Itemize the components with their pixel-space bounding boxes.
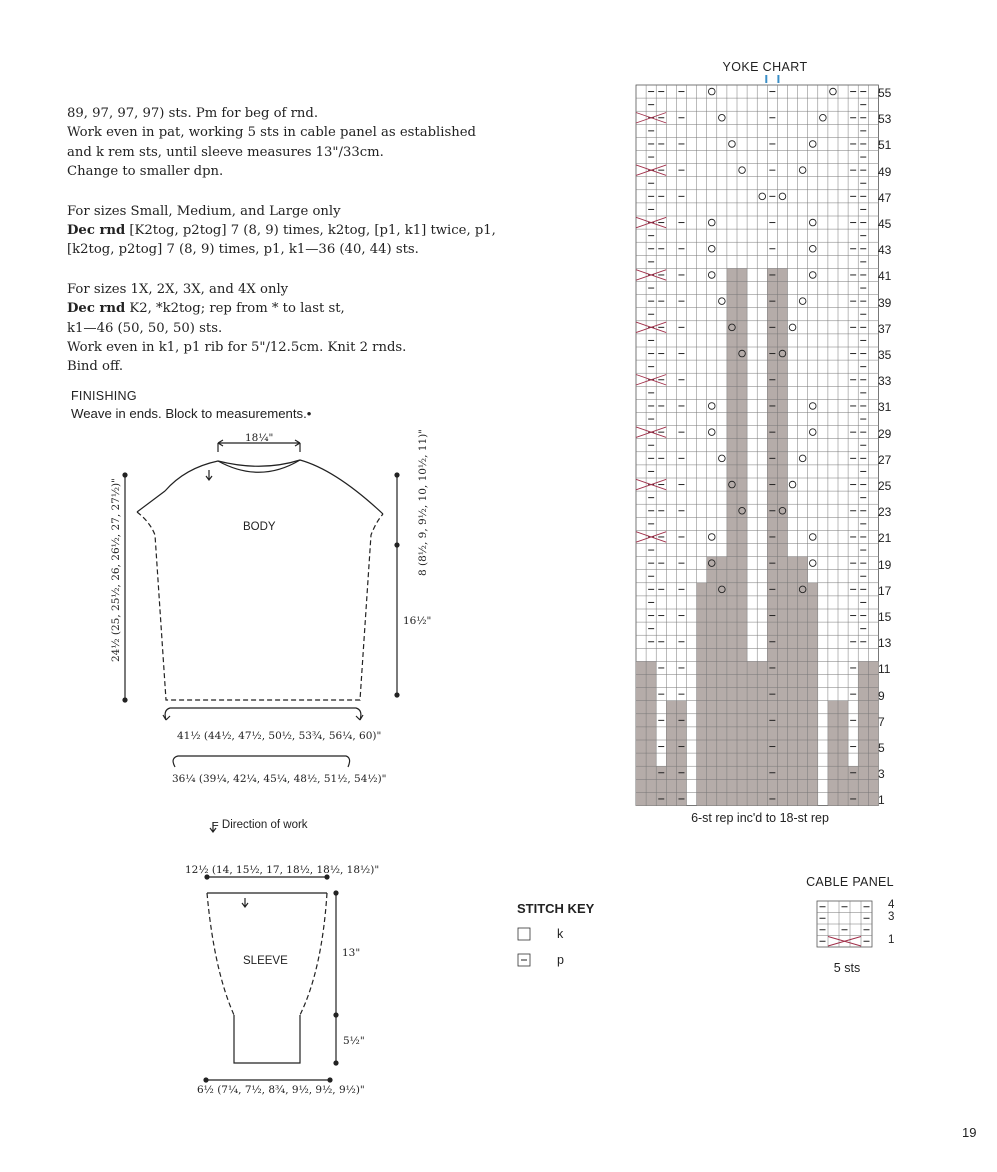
yoke-chart-title: YOKE CHART [722,60,808,74]
finishing-heading: FINISHING [71,389,137,403]
body-label: BODY [243,521,276,533]
bind-off-line: Bind off. [67,359,124,375]
row-number: 33 [878,374,892,389]
dec-rnd-label: Dec rnd [67,223,126,239]
cable-row-number: 3 [888,910,895,923]
cuff-length-measure: 5½" [343,1035,365,1047]
row-number: 53 [878,112,892,127]
row-number: 35 [878,348,892,362]
sleeve-top-measure: 12½ (14, 15½, 17, 18½, 18½, 18½)" [185,864,380,876]
chart-grid [636,85,878,806]
stitch-key-item [517,927,563,941]
neck-measure: 18¼" [245,432,274,444]
stitch-key-label: k [557,927,564,941]
row-number: 27 [878,452,892,467]
instruction-line: Work even in pat, working 5 sts in cable panel as established [67,125,476,141]
no-stitch-cell [757,661,767,805]
purl-icon [517,953,543,967]
cable-row-number: 4 [888,899,895,911]
no-stitch-cell [656,766,666,805]
row-number: 13 [878,636,892,651]
row-number: 47 [878,190,892,205]
row-number: 15 [878,610,892,624]
cable-panel-width: 5 sts [833,961,861,975]
sizes-small-heading: For sizes Small, Medium, and Large only [67,203,341,219]
stitch-key-item [517,953,564,967]
dec-small-text: [K2tog, p2tog] 7 (8, 9) times, k2tog, [p1, k1] twice, p1, [125,223,496,239]
row-number: 55 [878,86,892,100]
row-number: 39 [878,295,892,310]
stitch-key-title: STITCH KEY [517,901,595,916]
stitch-key-label: p [557,953,564,967]
row-number: 19 [878,557,892,572]
repeat-label: 6-st rep inc'd to 18-st rep [691,811,829,825]
cuff-measure: 6½ (7¼, 7½, 8¾, 9½, 9½, 9½)" [197,1084,365,1096]
finishing-text: Weave in ends. Block to measurements.• [71,406,312,421]
rib-line: Work even in k1, p1 rib for 5"/12.5cm. Knit 2 rnds. [67,340,407,356]
row-number: 51 [878,138,892,153]
row-number: 11 [878,662,891,677]
side-measure: 16½" [403,615,432,627]
row-number: 9 [878,688,885,703]
row-number: 23 [878,505,892,520]
row-number: 49 [878,164,892,179]
dec-rnd-label: Dec rnd [67,301,126,317]
row-number: 43 [878,243,892,258]
row-number: 31 [878,400,892,415]
row-number: 37 [878,321,892,336]
direction-note: = Direction of work [212,819,308,831]
row-number: 41 [878,269,892,284]
row-number: 21 [878,531,892,546]
instruction-line: 89, 97, 97, 97) sts. Pm for beg of rnd. [67,106,319,121]
instruction-line: and k rem sts, until sleeve measures 13"/33cm. [67,144,384,160]
cable-row-number: 1 [888,933,895,946]
no-stitch-cell [697,583,707,806]
cable-panel-grid [817,901,872,947]
page-number: 19 [962,1125,977,1140]
sleeve-label: SLEEVE [243,955,288,967]
row-number: 29 [878,426,892,441]
hip-measure: 36¼ (39¼, 42¼, 45¼, 48½, 51½, 54½)" [172,773,387,785]
row-number: 7 [878,714,885,729]
no-stitch-cell [747,661,757,805]
bust-measure: 41½ (44½, 47½, 50½, 53¾, 56¼, 60)" [177,730,382,742]
dec-small-line-2: [k2tog, p2tog] 7 (8, 9) times, p1, k1—36 (40, 44) sts. [67,242,419,258]
cable-panel-title: CABLE PANEL [806,875,894,889]
row-number: 45 [878,217,892,231]
row-number: 3 [878,767,885,782]
knit-icon [517,927,543,941]
row-number: 25 [878,479,892,493]
height-measure: 24½ (25, 25½, 26, 26½, 27, 27½)" [110,478,122,662]
dec-large-line-2: k1—46 (50, 50, 50) sts. [67,320,223,336]
row-number: 17 [878,583,892,598]
sleeve-length-measure: 13" [342,947,361,959]
no-stitch-cell [808,583,818,806]
row-number: 5 [878,741,885,755]
armhole-measure: 8 (8½, 9, 9½, 10, 10½, 11)" [417,428,429,576]
row-number: 1 [878,793,885,808]
sizes-large-heading: For sizes 1X, 2X, 3X, and 4X only [67,281,289,297]
no-stitch-cell [848,766,858,805]
dec-large-text: K2, *k2tog; rep from * to last st, [125,301,345,317]
instruction-line: Change to smaller dpn. [67,164,224,180]
